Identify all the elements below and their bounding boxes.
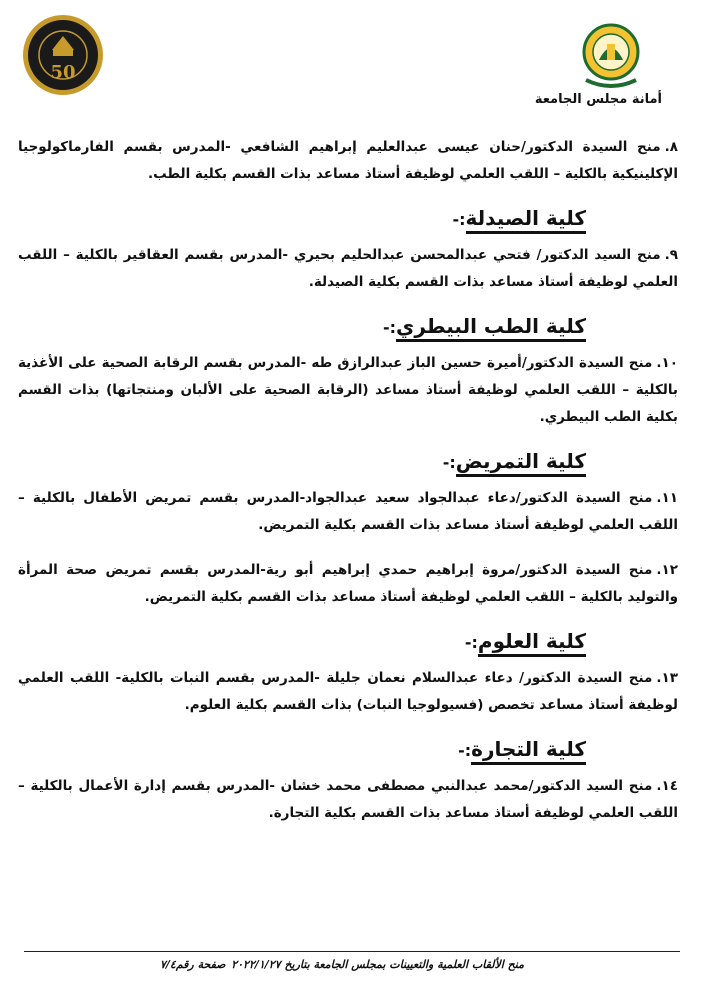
- item-text: منح السيدة الدكتور/ دعاء عبدالسلام نعمان جليلة -المدرس بقسم النبات بالكلية- اللقب العلمي لوظيفة أستاذ مساعد تخصص (فسيولوجيا النبات) بذات القسم بكلية العلوم.: [18, 670, 678, 713]
- section-title: [383, 314, 586, 338]
- footer-page-number: صفحة رقم٧/٤: [160, 958, 226, 971]
- item-text: منح السيد الدكتور/ فتحي عبدالمحسن عبدالحليم بحيري -المدرس بقسم العقاقير بالكلية – اللقب العلمي لوظيفة أستاذ مساعد بذات القسم بكلية الصيدلة.: [18, 247, 678, 290]
- item-text: منح السيدة الدكتور/دعاء عبدالجواد سعيد عبدالجواد-المدرس بقسم تمريض الأطفال بالكلية – اللقب العلمي لوظيفة أستاذ مساعد بذات القسم بكلية التمريض.: [18, 490, 678, 533]
- footer-document-caption: منح الألقاب العلمية والتعيينات بمجلس الجامعة بتاريخ ٢٠٢٢/١/٢٧: [231, 958, 524, 971]
- mansoura-university-seal-icon: [574, 22, 648, 92]
- decision-item: [18, 485, 678, 539]
- section-heading-row: [18, 611, 678, 665]
- item-text: منح السيدة الدكتور/أميرة حسين الباز عبدالرازق طه -المدرس بقسم الرقابة الصحية على الأغذية بالكلية – اللقب العلمي لوظيفة أستاذ مساعد (الرقابة الصحية على الألبان ومنتجاتها) بذات القسم بكلية الطب البيطري.: [18, 355, 678, 425]
- item-number: ٩.: [664, 247, 678, 263]
- decision-item: [18, 242, 678, 296]
- section-heading-row: [18, 719, 678, 773]
- section-title-suffix: :-: [452, 210, 466, 229]
- item-text: منح السيدة الدكتور/حنان عيسى عبدالعليم إبراهيم الشافعي -المدرس بقسم الفارماكولوجيا الإكلينيكية بالكلية – اللقب العلمي لوظيفة أستاذ مساعد بذات القسم بكلية الطب.: [18, 139, 678, 182]
- section-title-text: كلية التجارة: [471, 737, 586, 765]
- anniversary-emblem: [22, 14, 104, 96]
- item-text: منح السيدة الدكتور/مروة إبراهيم حمدي إبراهيم أبو رية-المدرس بقسم تمريض صحة المرأة والتوليد بالكلية – اللقب العلمي لوظيفة أستاذ مساعد بذات القسم بكلية التمريض.: [18, 562, 678, 605]
- section-title-suffix: :-: [464, 633, 478, 652]
- item-number: ٨.: [664, 139, 678, 155]
- decision-item: [18, 773, 678, 827]
- document-body: [18, 134, 678, 827]
- decision-item: [18, 350, 678, 431]
- item-number: ١٣.: [656, 670, 678, 686]
- section-title-suffix: :-: [442, 453, 456, 472]
- section-title-text: كلية التمريض: [456, 449, 586, 477]
- section-heading-row: [18, 188, 678, 242]
- university-seal-logo: [574, 22, 648, 92]
- section-title-suffix: :-: [458, 741, 472, 760]
- section-title: [452, 206, 586, 230]
- section-title: [443, 449, 586, 473]
- footer-divider: [24, 951, 680, 952]
- section-title-suffix: :-: [382, 318, 397, 337]
- section-title-text: كلية العلوم: [478, 629, 586, 657]
- anniversary-50-emblem-icon: [22, 14, 104, 96]
- section-title: [458, 737, 586, 761]
- section-title: [465, 629, 586, 653]
- section-heading-row: [18, 431, 678, 485]
- decision-item: [18, 665, 678, 719]
- item-number: ١٤.: [656, 778, 678, 794]
- item-number: ١٢.: [656, 562, 678, 578]
- section-title-text: كلية الطب البيطري: [396, 314, 586, 342]
- decision-item: [18, 134, 678, 188]
- section-title-text: كلية الصيدلة: [466, 206, 586, 234]
- svg-text:50: 50: [50, 62, 76, 83]
- item-text: منح السيد الدكتور/محمد عبدالنبي مصطفى محمد خشان -المدرس بقسم إدارة الأعمال بالكلية – اللقب العلمي لوظيفة أستاذ مساعد بذات القسم بكلية التجارة.: [18, 778, 678, 821]
- item-number: ١١.: [656, 490, 678, 506]
- section-heading-row: [18, 296, 678, 350]
- org-caption: أمانة مجلس الجامعة: [534, 92, 662, 107]
- page-header: [16, 14, 688, 112]
- decision-item: [18, 557, 678, 611]
- item-number: ١٠.: [656, 355, 678, 371]
